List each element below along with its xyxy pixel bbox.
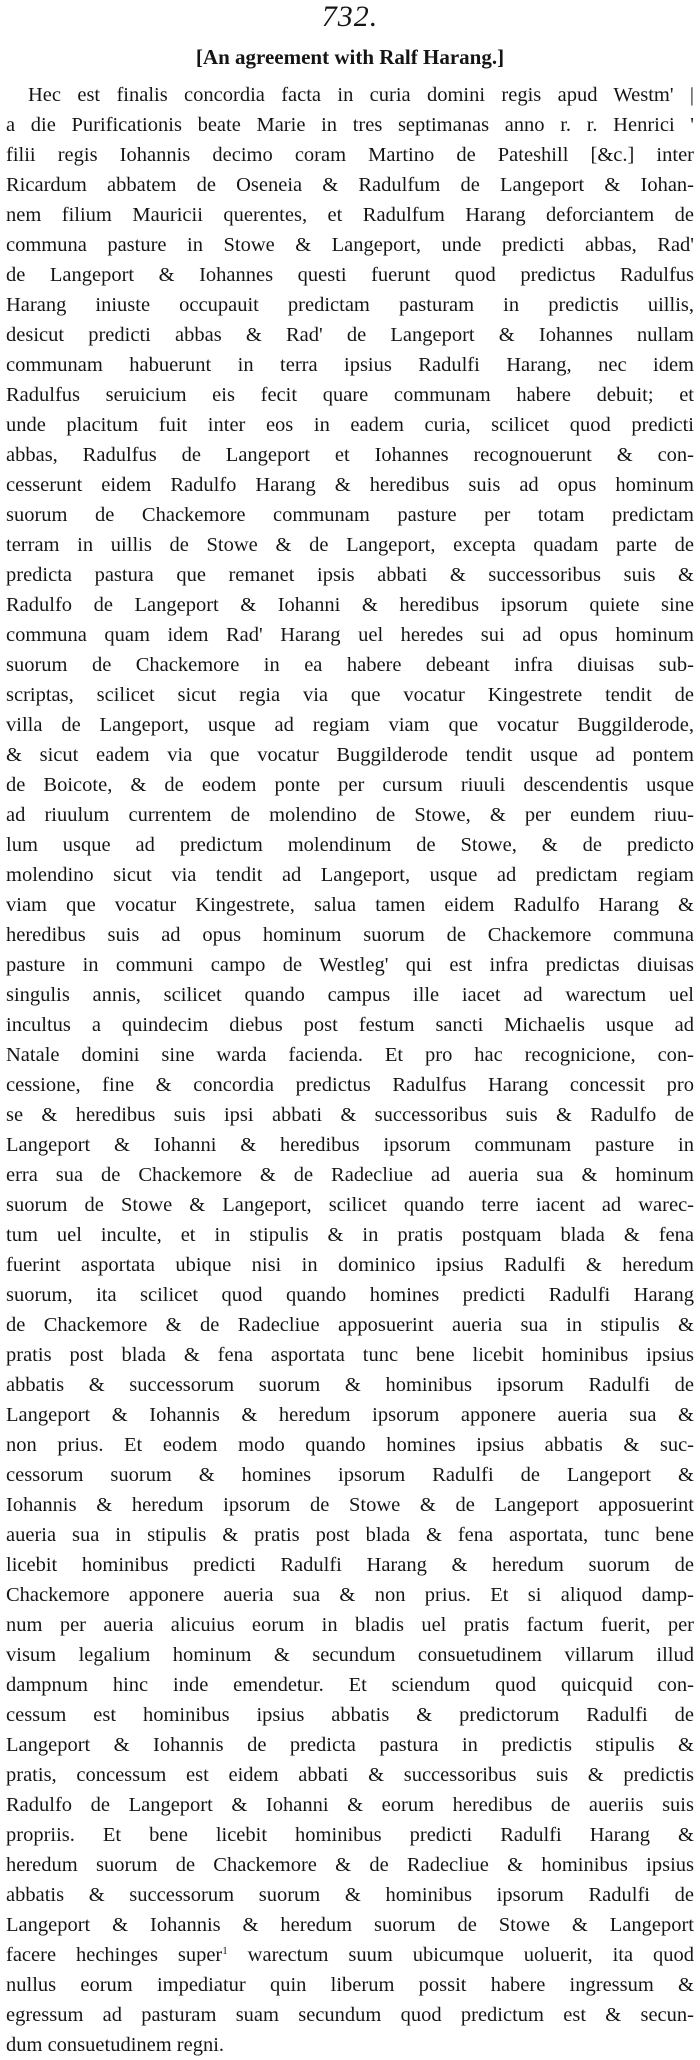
text-line: suorum de Chackemore communam pasture per totam predictam (6, 504, 694, 526)
text-line: nullus eorum impediatur quin liberum possit habere ingressum & (6, 1974, 694, 1996)
footnote-text-line (6, 1940, 694, 1970)
text-line: Langeport & Iohannis & heredum ipsorum apponere aueria sua & (6, 1404, 694, 1426)
text-line: licebit hominibus predicti Radulfi Harang & heredum suorum de (6, 1554, 694, 1576)
text-line: Hec est finalis concordia facta in curia domini regis apud Westm' | (28, 84, 694, 106)
text-line: dampnum hinc inde emendetur. Et sciendum quod quicquid con- (6, 1674, 694, 1696)
text-line: Langeport & Iohannis & heredum suorum de Stowe & Langeport (6, 1914, 694, 1936)
text-line: villa de Langeport, usque ad regiam viam que vocatur Buggilderode, (6, 714, 694, 736)
text-line: singulis annis, scilicet quando campus ille iacet ad warectum uel (6, 984, 694, 1006)
text-line: de Boicote, & de eodem ponte per cursum riuuli descendentis usque (6, 774, 694, 796)
text-line: visum legalium hominum & secundum consuetudinem villarum illud (6, 1644, 694, 1666)
footnote-line-before: facere hechinges super (6, 1944, 223, 1966)
text-line: abbatis & successorum suorum & hominibus ipsorum Radulfi de (6, 1884, 694, 1906)
text-line: scriptas, scilicet sicut regia via que vocatur Kingestrete tendit de (6, 684, 694, 706)
text-line: suorum de Chackemore in ea habere debeant infra diuisas sub- (6, 654, 694, 676)
text-line: Langeport & Iohannis de predicta pastura in predictis stipulis & (6, 1734, 694, 1756)
text-line: erra sua de Chackemore & de Radecliue ad aueria sua & hominum (6, 1164, 694, 1186)
text-line: cessione, fine & concordia predictus Radulfus Harang concessit pro (6, 1074, 694, 1096)
text-line: non prius. Et eodem modo quando homines ipsius abbatis & suc- (6, 1434, 694, 1456)
body-text (6, 80, 694, 2060)
text-line: suorum, ita scilicet quod quando homines predicti Radulfi Harang (6, 1284, 694, 1306)
text-line: filii regis Iohannis decimo coram Martino de Pateshill [&c.] inter (6, 144, 694, 166)
text-line: suorum de Stowe & Langeport, scilicet quando terre iacent ad warec- (6, 1194, 694, 1216)
text-line: pratis post blada & fena asportata tunc bene licebit hominibus ipsius (6, 1344, 694, 1366)
text-line: cessum est hominibus ipsius abbatis & predictorum Radulfi de (6, 1704, 694, 1726)
footnote-line-after: warectum suum ubicumque uoluerit, ita quod (227, 1944, 694, 1966)
page-number: 732. (321, 0, 379, 33)
section-heading: [An agreement with Ralf Harang.] (195, 45, 505, 69)
text-line: a die Purificationis beate Marie in tres septimanas anno r. r. Henrici ' (6, 114, 694, 136)
text-line: Radulfo de Langeport & Iohanni & heredibus ipsorum quiete sine (6, 594, 694, 616)
text-line: terram in uillis de Stowe & de Langeport, excepta quadam parte de (6, 534, 694, 556)
text-line: de Chackemore & de Radecliue apposuerint aueria sua in stipulis & (6, 1314, 694, 1336)
text-line: nem filium Mauricii querentes, et Radulfum Harang deforciantem de (6, 204, 694, 226)
text-line: fuerint asportata ubique nisi in dominico ipsius Radulfi & heredum (6, 1254, 694, 1276)
text-line: tum uel inculte, et in stipulis & in pratis postquam blada & fena (6, 1224, 694, 1246)
text-line: Radulfus seruicium eis fecit quare communam habere debuit; et (6, 384, 694, 406)
text-line: aueria sua in stipulis & pratis post blada & fena asportata, tunc bene (6, 1524, 694, 1546)
text-line: dum consuetudinem regni. (6, 2034, 225, 2056)
text-line: propriis. Et bene licebit hominibus predicti Radulfi Harang & (6, 1824, 694, 1846)
text-line: lum usque ad predictum molendinum de Stowe, & de predicto (6, 834, 694, 856)
text-line: communa quam idem Rad' Harang uel heredes sui ad opus hominum (6, 624, 694, 646)
text-line: cesserunt eidem Radulfo Harang & heredibus suis ad opus hominum (6, 474, 694, 496)
text-line: Natale domini sine warda facienda. Et pro hac recognicione, con- (6, 1044, 694, 1066)
footnote-marker: 1 (222, 1945, 228, 1957)
text-line: unde placitum fuit inter eos in eadem curia, scilicet quod predicti (6, 414, 694, 436)
text-line: Harang iniuste occupauit predictam pasturam in predictis uillis, (6, 294, 694, 316)
text-line: heredibus suis ad opus hominum suorum de Chackemore communa (6, 924, 694, 946)
text-line: communam habuerunt in terra ipsius Radulfi Harang, nec idem (6, 354, 694, 376)
text-line: abbas, Radulfus de Langeport et Iohannes recognouerunt & con- (6, 444, 694, 466)
text-line: Iohannis & heredum ipsorum de Stowe & de Langeport apposuerint (6, 1494, 694, 1516)
text-line: ad riuulum currentem de molendino de Stowe, & per eundem riuu- (6, 804, 694, 826)
text-line: cessorum suorum & homines ipsorum Radulfi de Langeport & (6, 1464, 694, 1486)
text-line: molendino sicut via tendit ad Langeport, usque ad predictam regiam (6, 864, 694, 886)
text-line: pasture in communi campo de Westleg' qui est infra predictas diuisas (6, 954, 694, 976)
text-line: num per aueria alicuius eorum in bladis uel pratis factum fuerit, per (6, 1614, 694, 1636)
text-line: Chackemore apponere aueria sua & non prius. Et si aliquod damp- (6, 1584, 694, 1606)
text-line: viam que vocatur Kingestrete, salua tamen eidem Radulfo Harang & (6, 894, 694, 916)
text-line: de Langeport & Iohannes questi fuerunt quod predictus Radulfus (6, 264, 694, 286)
text-line: se & heredibus suis ipsi abbati & successoribus suis & Radulfo de (6, 1104, 694, 1126)
text-line: incultus a quindecim diebus post festum sancti Michaelis usque ad (6, 1014, 694, 1036)
text-line: & sicut eadem via que vocatur Buggilderode tendit usque ad pontem (6, 744, 694, 766)
text-line: desicut predicti abbas & Rad' de Langeport & Iohannes nullam (6, 324, 694, 346)
text-line: heredum suorum de Chackemore & de Radecliue & hominibus ipsius (6, 1854, 694, 1876)
text-line: Langeport & Iohanni & heredibus ipsorum communam pasture in (6, 1134, 694, 1156)
text-line: communa pasture in Stowe & Langeport, unde predicti abbas, Rad' (6, 234, 694, 256)
text-line: egressum ad pasturam suam secundum quod predictum est & secun- (6, 2004, 694, 2026)
text-line: Ricardum abbatem de Oseneia & Radulfum de Langeport & Iohan- (6, 174, 694, 196)
text-line: predicta pastura que remanet ipsis abbati & successoribus suis & (6, 564, 694, 586)
text-line: Radulfo de Langeport & Iohanni & eorum heredibus de aueriis suis (6, 1794, 694, 1816)
text-line: pratis, concessum est eidem abbati & successoribus suis & predictis (6, 1764, 694, 1786)
text-line: abbatis & successorum suorum & hominibus ipsorum Radulfi de (6, 1374, 694, 1396)
